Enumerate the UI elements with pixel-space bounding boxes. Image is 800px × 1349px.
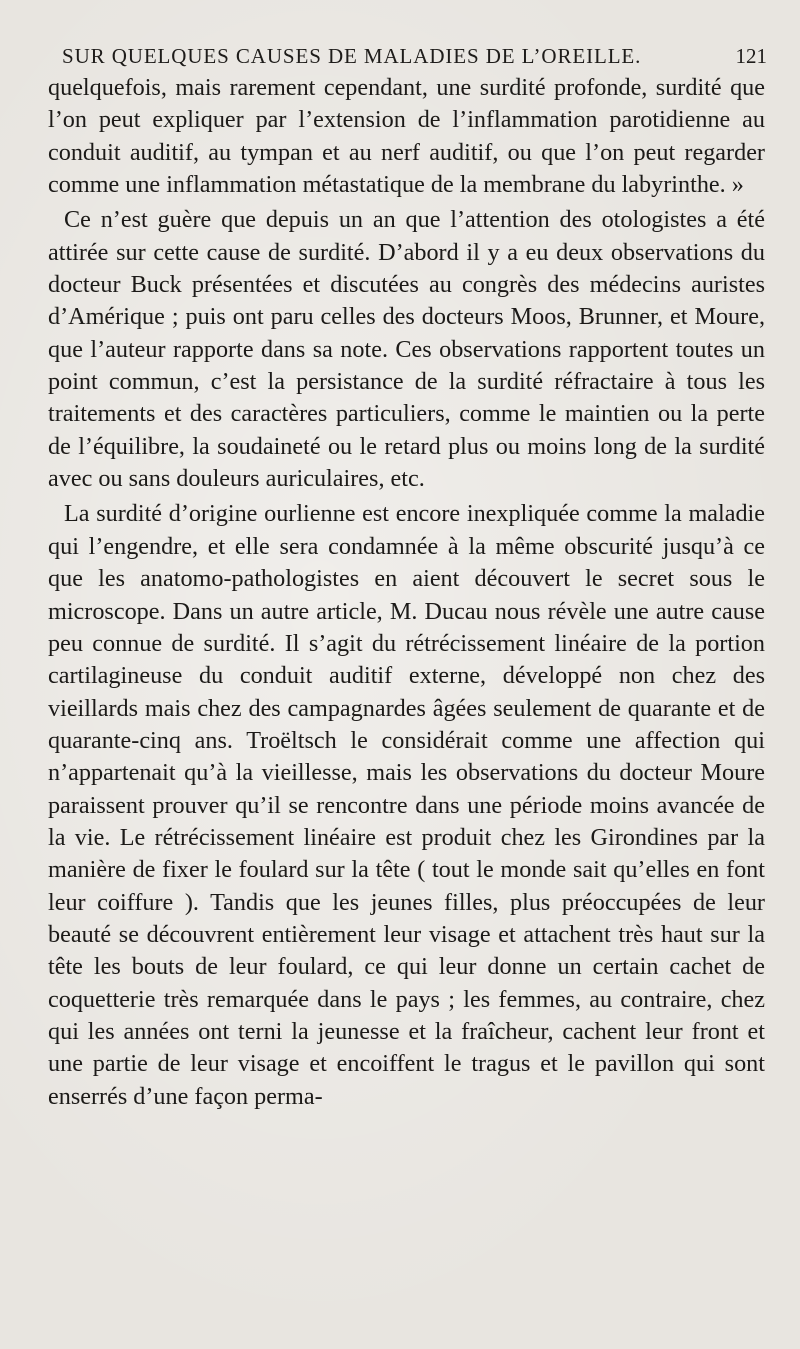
running-title: SUR QUELQUES CAUSES DE MALADIES DE L’OREILLE. bbox=[62, 44, 642, 68]
page-number: 121 bbox=[735, 44, 767, 68]
body-text bbox=[48, 72, 765, 1113]
running-head bbox=[62, 42, 767, 70]
paragraph: La surdité d’origine ourlienne est encore inexpliquée comme la maladie qui l’engendre, et elle sera condamnée à la même obscurité jusqu’à ce que les anatomo-pathologistes en aient découvert le secret sous le microscope. Dans un autre article, M. Ducau nous révèle une autre cause peu connue de surdité. Il s’agit du rétrécissement linéaire de la portion cartilagineuse du conduit auditif externe, développé non chez des vieillards mais chez des campagnardes âgées seulement de quarante et de quarante-cinq ans. Troëltsch le considérait comme une affection qui n’appartenait qu’à la vieillesse, mais les observations du docteur Moure paraissent prouver qu’il se rencontre dans une période moins avancée de la vie. Le rétrécissement linéaire est produit chez les Girondines par la manière de fixer le foulard sur la tête ( tout le monde sait qu’elles en font leur coiffure ). Tandis que les jeunes filles, plus préoccupées de leur beauté se découvrent entièrement leur visage et attachent très haut sur la tête les bouts de leur foulard, ce qui leur donne un certain cachet de coquetterie très remarquée dans le pays ; les femmes, au contraire, chez qui les années ont terni la jeunesse et la fraîcheur, cachent leur front et une partie de leur visage et encoiffent le tragus et le pavillon qui sont enserrés d’une façon perma- bbox=[48, 500, 765, 1110]
paragraph-continuation: quelquefois, mais rarement cependant, une surdité profonde, surdité que l’on peut expliquer par l’extension de l’inflammation parotidienne au conduit auditif, au tympan et au nerf auditif, ou que l’on peut regarder comme une inflammation métastatique de la membrane du labyrinthe. » bbox=[48, 74, 765, 199]
paragraph: Ce n’est guère que depuis un an que l’attention des otologistes a été attirée sur cette cause de surdité. D’abord il y a eu deux observations du docteur Buck présentées et discutées au congrès des médecins auristes d’Amérique ; puis ont paru celles des docteurs Moos, Brunner, et Moure, que l’auteur rapporte dans sa note. Ces observations rapportent toutes un point commun, c’est la persistance de la surdité réfractaire à tous les traitements et des caractères particuliers, comme le maintien ou la perte de l’équilibre, la soudaineté ou le retard plus ou moins long de la surdité avec ou sans douleurs auriculaires, etc. bbox=[48, 206, 765, 493]
